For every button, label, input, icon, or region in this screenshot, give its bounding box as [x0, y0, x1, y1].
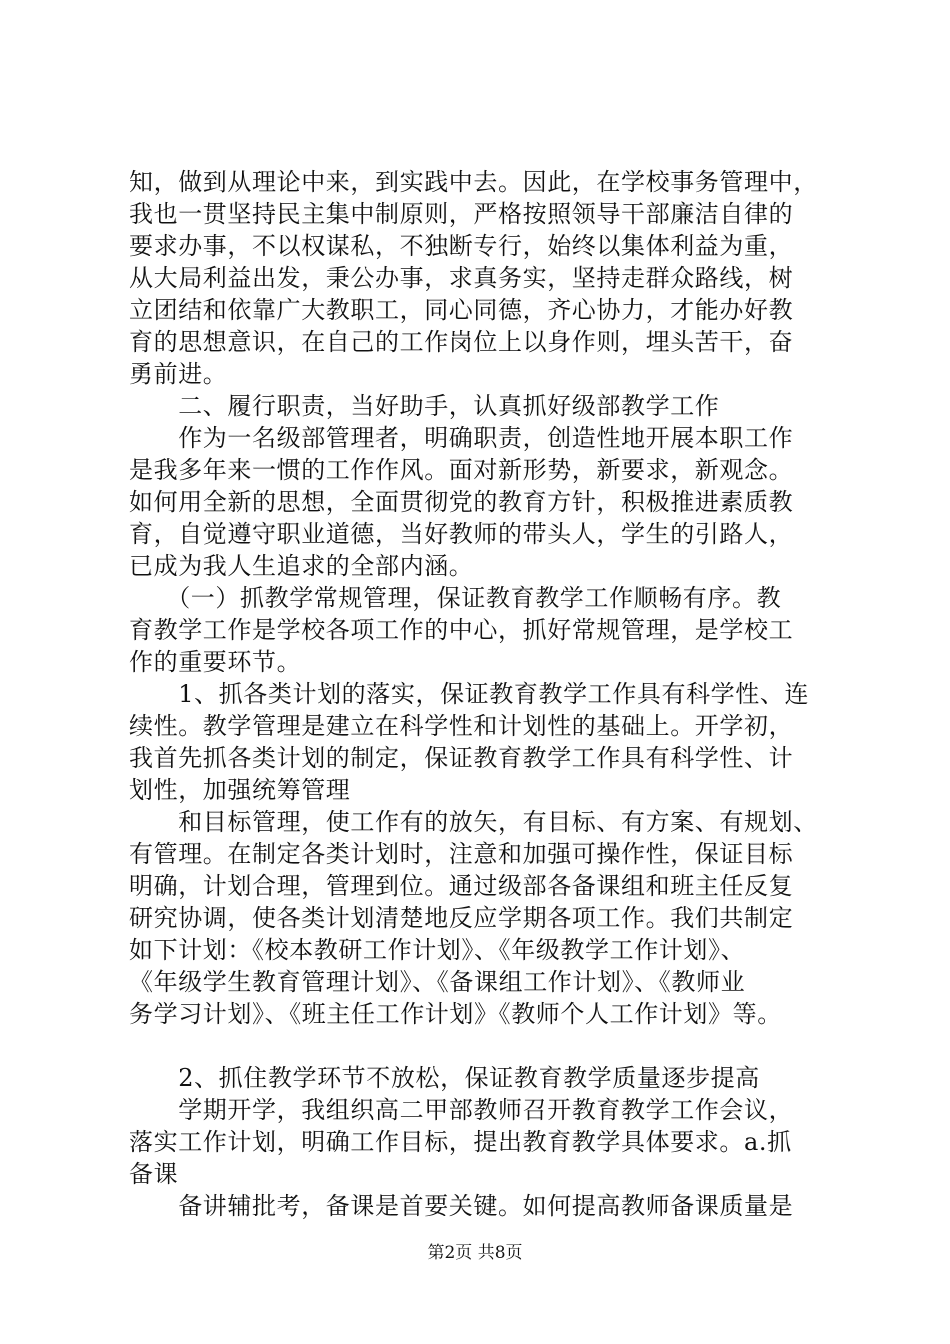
- text-line: 有管理。在制定各类计划时，注意和加强可操作性，保证目标: [129, 840, 794, 868]
- document-body: [129, 166, 849, 1222]
- text-line: 续性。教学管理是建立在科学性和计划性的基础上。开学初，: [129, 712, 794, 740]
- text-line: 落实工作计划，明确工作目标，提出教育教学具体要求。a.抓: [129, 1128, 792, 1156]
- text-line: 育的思想意识，在自己的工作岗位上以身作则，埋头苦干，奋: [129, 328, 794, 356]
- page-footer: [0, 1242, 950, 1264]
- text-line: （一）抓教学常规管理，保证教育教学工作顺畅有序。教: [129, 584, 782, 612]
- text-line: 我也一贯坚持民主集中制原则，严格按照领导干部廉洁自律的: [129, 200, 794, 228]
- text-line: 我首先抓各类计划的制定，保证教育教学工作具有科学性、计: [129, 744, 794, 772]
- text-line: 从大局利益出发，秉公办事，求真务实，坚持走群众路线，树: [129, 264, 794, 292]
- text-line: 明确，计划合理，管理到位。通过级部各备课组和班主任反复: [129, 872, 794, 900]
- text-line: 和目标管理，使工作有的放矢，有目标、有方案、有规划、: [129, 808, 818, 836]
- section-heading: 二、履行职责，当好助手，认真抓好级部教学工作: [129, 392, 720, 420]
- text-line: 《年级学生教育管理计划》、《备课组工作计划》、《教师业: [129, 968, 746, 996]
- text-line: 作的重要环节。: [129, 648, 302, 676]
- text-line: 划性，加强统筹管理: [129, 776, 351, 804]
- text-line: 如何用全新的思想，全面贯彻党的教育方针，积极推进素质教: [129, 488, 794, 516]
- text-line: 学期开学，我组织高二甲部教师召开教育教学工作会议，: [129, 1096, 794, 1124]
- text-line: 务学习计划》、《班主任工作计划》《教师个人工作计划》等。: [129, 1000, 782, 1028]
- text-line: 如下计划：《校本教研工作计划》、《年级教学工作计划》、: [129, 936, 746, 964]
- text-line: 作为一名级部管理者，明确职责，创造性地开展本职工作: [129, 424, 794, 452]
- text-line: 2、抓住教学环节不放松，保证教育教学质量逐步提高: [129, 1064, 760, 1092]
- text-line: 是我多年来一惯的工作作风。面对新形势，新要求，新观念。: [129, 456, 794, 484]
- text-line: 备课: [129, 1160, 179, 1188]
- text-line: 备讲辅批考，备课是首要关键。如何提高教师备课质量是: [129, 1192, 794, 1220]
- text-line: 勇前进。: [129, 360, 228, 388]
- text-line: 立团结和依靠广大教职工，同心同德，齐心协力，才能办好教: [129, 296, 794, 324]
- page-number-label: 第2页 共8页: [427, 1243, 523, 1263]
- blank-line: [129, 1030, 849, 1062]
- text-line: 研究协调，使各类计划清楚地反应学期各项工作。我们共制定: [129, 904, 794, 932]
- text-line: 知，做到从理论中来，到实践中去。因此，在学校事务管理中，: [129, 168, 818, 196]
- text-line: 育，自觉遵守职业道德，当好教师的带头人，学生的引路人，: [129, 520, 794, 548]
- text-line: 要求办事，不以权谋私，不独断专行，始终以集体利益为重，: [129, 232, 794, 260]
- text-line: 1、抓各类计划的落实，保证教育教学工作具有科学性、连: [129, 680, 810, 708]
- text-line: 育教学工作是学校各项工作的中心，抓好常规管理，是学校工: [129, 616, 794, 644]
- text-line: 已成为我人生追求的全部内涵。: [129, 552, 474, 580]
